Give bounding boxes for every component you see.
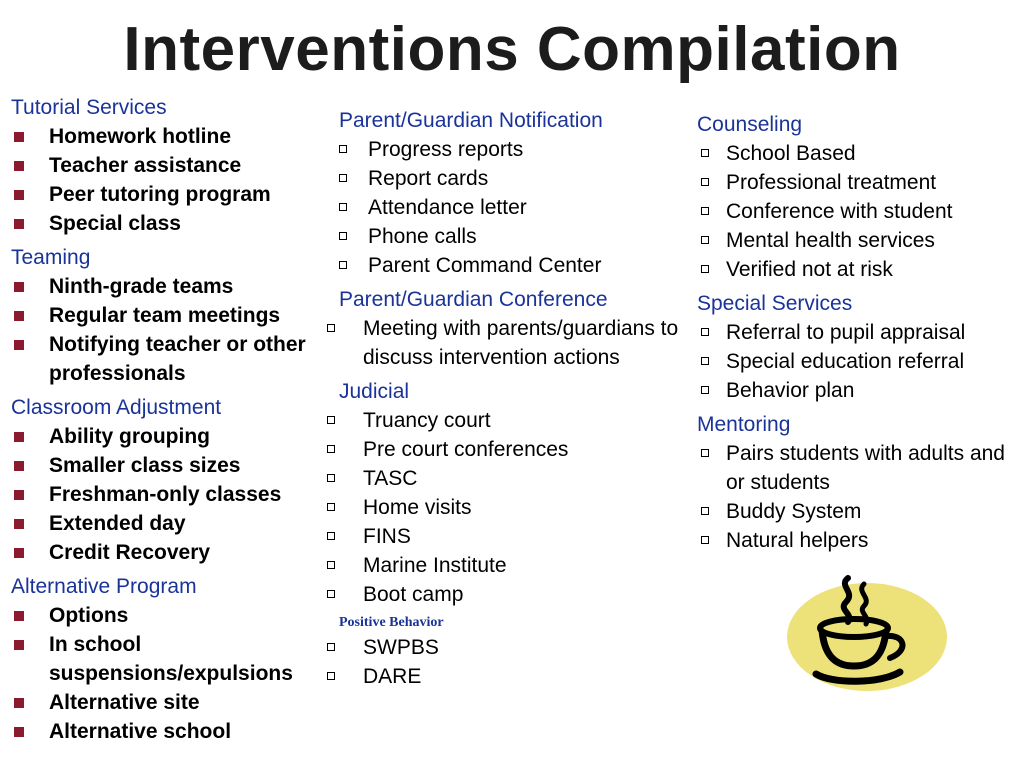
section-classroom-adjustment xyxy=(11,393,351,567)
hollow-square-bullet-icon xyxy=(339,261,347,269)
section-heading: Judicial xyxy=(339,380,410,403)
section-heading: Mentoring xyxy=(697,413,791,436)
square-bullet-icon xyxy=(14,727,24,737)
list-item: School Based xyxy=(697,139,1017,168)
list-item: Conference with student xyxy=(697,197,1017,226)
square-bullet-icon xyxy=(14,548,24,558)
list-item: Peer tutoring program xyxy=(11,180,351,209)
list-item: Behavior plan xyxy=(697,376,1017,405)
list-item: Freshman-only classes xyxy=(11,480,351,509)
section-heading: Special Services xyxy=(697,292,853,315)
list-item: Buddy System xyxy=(697,497,1017,526)
section-judicial xyxy=(325,377,675,609)
section-heading: Classroom Adjustment xyxy=(11,396,222,419)
square-bullet-icon xyxy=(14,282,24,292)
list-item: FINS xyxy=(325,522,675,551)
hollow-square-bullet-icon xyxy=(701,207,709,215)
section-alternative-program xyxy=(11,572,351,746)
list-item: Regular team meetings xyxy=(11,301,351,330)
list-item: Alternative school xyxy=(11,717,351,746)
hollow-square-bullet-icon xyxy=(327,590,335,598)
coffee-cup-icon xyxy=(786,574,948,694)
hollow-square-bullet-icon xyxy=(701,236,709,244)
hollow-square-bullet-icon xyxy=(327,324,335,332)
list-item: Natural helpers xyxy=(697,526,1017,555)
list-item: Home visits xyxy=(325,493,675,522)
list-item: Referral to pupil appraisal xyxy=(697,318,1017,347)
list-item: In school suspensions/expulsions xyxy=(11,630,351,688)
list-item: Phone calls xyxy=(325,222,675,251)
list-item: Special class xyxy=(11,209,351,238)
column-left xyxy=(11,93,351,746)
section-special-services xyxy=(697,289,1017,405)
list-item: Verified not at risk xyxy=(697,255,1017,284)
list-item: Options xyxy=(11,601,351,630)
square-bullet-icon xyxy=(14,611,24,621)
hollow-square-bullet-icon xyxy=(701,507,709,515)
list-item: Homework hotline xyxy=(11,122,351,151)
hollow-square-bullet-icon xyxy=(701,536,709,544)
hollow-square-bullet-icon xyxy=(701,149,709,157)
list-item: Ability grouping xyxy=(11,422,351,451)
section-heading: Counseling xyxy=(697,113,803,136)
square-bullet-icon xyxy=(14,461,24,471)
list-item: Report cards xyxy=(325,164,675,193)
list-item: Extended day xyxy=(11,509,351,538)
hollow-square-bullet-icon xyxy=(701,357,709,365)
section-positive-behavior xyxy=(325,613,675,691)
hollow-square-bullet-icon xyxy=(327,672,335,680)
list-item: Professional treatment xyxy=(697,168,1017,197)
list-item: Pairs students with adults and or students xyxy=(697,439,1016,497)
hollow-square-bullet-icon xyxy=(327,643,335,651)
square-bullet-icon xyxy=(14,490,24,500)
list-item: SWPBS xyxy=(325,633,675,662)
hollow-square-bullet-icon xyxy=(327,532,335,540)
square-bullet-icon xyxy=(14,161,24,171)
list-item: Credit Recovery xyxy=(11,538,351,567)
list-item: Meeting with parents/guardians to discuss intervention actions xyxy=(325,314,683,372)
hollow-square-bullet-icon xyxy=(339,174,347,182)
section-heading: Parent/Guardian Notification xyxy=(339,109,603,132)
hollow-square-bullet-icon xyxy=(701,328,709,336)
hollow-square-bullet-icon xyxy=(327,503,335,511)
section-heading: Alternative Program xyxy=(11,575,197,598)
section-teaming xyxy=(11,243,351,388)
list-item: Smaller class sizes xyxy=(11,451,351,480)
list-item: Alternative site xyxy=(11,688,351,717)
hollow-square-bullet-icon xyxy=(339,232,347,240)
section-mentoring xyxy=(697,410,1017,555)
section-parent-guardian-conference xyxy=(325,285,679,372)
hollow-square-bullet-icon xyxy=(327,416,335,424)
hollow-square-bullet-icon xyxy=(327,445,335,453)
list-item: Ninth-grade teams xyxy=(11,272,351,301)
list-item: Boot camp xyxy=(325,580,675,609)
list-item: Progress reports xyxy=(325,135,675,164)
section-heading: Positive Behavior xyxy=(339,615,444,630)
list-item: Notifying teacher or other professionals xyxy=(11,330,351,388)
square-bullet-icon xyxy=(14,132,24,142)
column-middle xyxy=(325,106,679,691)
square-bullet-icon xyxy=(14,519,24,529)
square-bullet-icon xyxy=(14,219,24,229)
hollow-square-bullet-icon xyxy=(327,561,335,569)
square-bullet-icon xyxy=(14,311,24,321)
hollow-square-bullet-icon xyxy=(327,474,335,482)
list-item: Marine Institute xyxy=(325,551,675,580)
square-bullet-icon xyxy=(14,340,24,350)
hollow-square-bullet-icon xyxy=(701,386,709,394)
list-item: Teacher assistance xyxy=(11,151,351,180)
column-right xyxy=(697,110,1017,555)
hollow-square-bullet-icon xyxy=(701,265,709,273)
section-tutorial-services xyxy=(11,93,351,238)
square-bullet-icon xyxy=(14,190,24,200)
list-item: DARE xyxy=(325,662,675,691)
hollow-square-bullet-icon xyxy=(339,203,347,211)
list-item: Pre court conferences xyxy=(325,435,675,464)
section-parent-guardian-notification xyxy=(325,106,675,280)
hollow-square-bullet-icon xyxy=(339,145,347,153)
list-item: Attendance letter xyxy=(325,193,675,222)
section-heading: Parent/Guardian Conference xyxy=(339,288,608,311)
section-heading: Teaming xyxy=(11,246,91,269)
square-bullet-icon xyxy=(14,640,24,650)
hollow-square-bullet-icon xyxy=(701,178,709,186)
list-item: Special education referral xyxy=(697,347,1017,376)
list-item: Parent Command Center xyxy=(325,251,675,280)
list-item: Mental health services xyxy=(697,226,1017,255)
square-bullet-icon xyxy=(14,432,24,442)
list-item: TASC xyxy=(325,464,675,493)
section-counseling xyxy=(697,110,1017,284)
hollow-square-bullet-icon xyxy=(701,449,709,457)
section-heading: Tutorial Services xyxy=(11,96,167,119)
list-item: Truancy court xyxy=(325,406,675,435)
page-title: Interventions Compilation xyxy=(123,15,901,84)
square-bullet-icon xyxy=(14,698,24,708)
